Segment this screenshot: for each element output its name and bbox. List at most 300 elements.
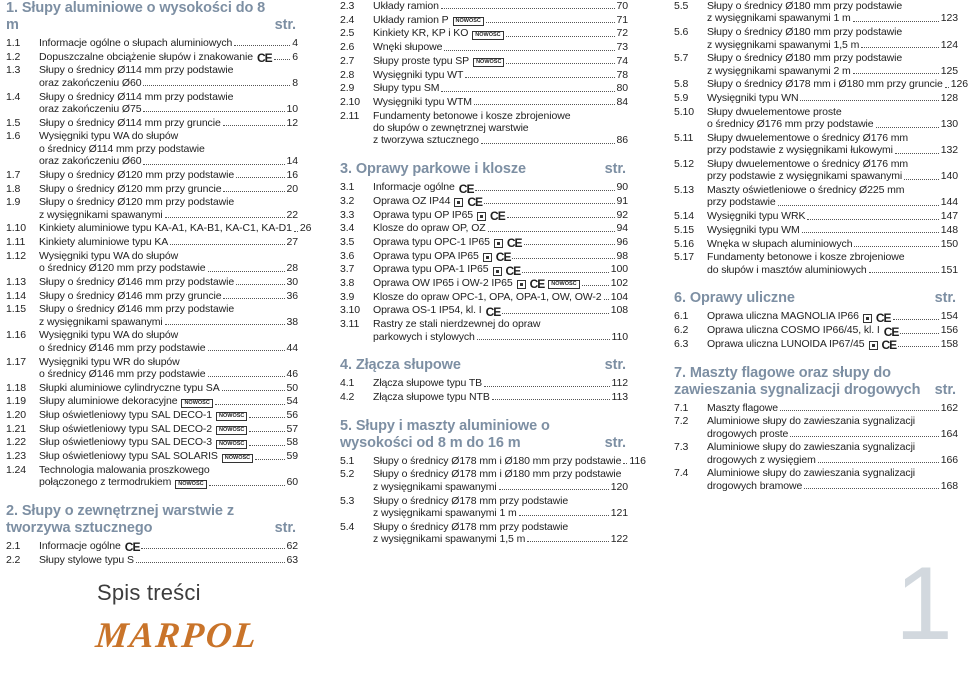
entry-line [39, 423, 298, 435]
entry-page[interactable]: 154 [940, 310, 958, 323]
entry-page[interactable]: 112 [611, 377, 628, 390]
toc-entry[interactable] [340, 222, 628, 234]
toc-entry[interactable] [6, 436, 298, 448]
entry-text: Informacje ogólne o słupach aluminiowych [39, 37, 233, 49]
section-heading [6, 503, 298, 537]
toc-entry[interactable] [6, 303, 298, 328]
entry-line [373, 122, 628, 134]
toc-entry[interactable] [6, 196, 298, 221]
entry-number: 1.11 [6, 236, 26, 249]
entry-body [373, 377, 628, 389]
entry-text: Słupy o średnicy Ø146 mm przy gruncie [39, 289, 222, 302]
entry-text: Wysięgniki typu WRK [707, 210, 806, 223]
entry-body [373, 495, 628, 520]
entry-line [707, 480, 958, 492]
entry-text: Aluminiowe słupy do zawieszania sygnalizacji [707, 441, 916, 454]
ce-mark-icon: CE [467, 195, 483, 210]
toc-entry[interactable] [340, 96, 628, 108]
leader-dots [780, 410, 939, 411]
toc-entry[interactable] [674, 324, 958, 339]
entry-page[interactable]: 158 [940, 337, 958, 350]
marpol-logo: MARPOL [93, 615, 261, 655]
entry-line [373, 14, 628, 26]
entry-page[interactable]: 59 [286, 450, 298, 463]
entry-number: 5.6 [674, 26, 689, 39]
leader-dots [141, 548, 284, 549]
entry-number: 2.5 [340, 27, 355, 40]
entry-page[interactable]: 150 [940, 237, 958, 250]
entry-body [373, 291, 628, 303]
section-number: 2. [6, 502, 18, 519]
section-title [674, 290, 935, 307]
entry-page[interactable]: 27 [286, 236, 298, 249]
toc-entry[interactable] [6, 329, 298, 354]
entry-body [39, 196, 298, 221]
entry-line [39, 117, 298, 129]
entry-page[interactable]: 57 [286, 422, 298, 435]
entry-body [707, 467, 958, 492]
entry-body [373, 14, 628, 26]
toc-entry[interactable] [674, 415, 958, 440]
ce-mark-icon: CE [883, 324, 899, 339]
toc-entry[interactable] [340, 27, 628, 39]
entry-text: Słupy dwuelementowe o średnicy Ø176 mm [707, 131, 909, 144]
leader-dots [807, 219, 938, 220]
toc-entry[interactable] [6, 423, 298, 435]
toc-entry[interactable] [674, 337, 958, 353]
toc-entry[interactable] [340, 82, 628, 94]
toc-entry[interactable] [340, 468, 628, 493]
entry-page[interactable]: 44 [286, 341, 298, 354]
toc-entry[interactable] [674, 132, 958, 157]
entry-body [707, 158, 958, 183]
str-label: str. [934, 381, 956, 398]
entry-number: 5.12 [674, 157, 695, 170]
entry-text: z wysięgnikami spawanymi 1,5 m [707, 38, 860, 51]
toc-entry[interactable] [674, 310, 958, 325]
entry-text: połączonego z termodrukiem [39, 476, 172, 489]
entry-text: o średnicy Ø146 mm przy podstawie [39, 367, 206, 380]
entry-text: Słupy o średnicy Ø180 mm przy podstawie [707, 52, 903, 65]
entry-page[interactable]: 166 [940, 453, 958, 466]
entry-number: 1.17 [6, 355, 27, 368]
entry-line [707, 210, 958, 222]
entry-page[interactable]: 22 [286, 208, 298, 221]
entry-body [39, 539, 298, 555]
entry-page[interactable]: 60 [286, 476, 298, 489]
toc-entry[interactable] [6, 356, 298, 381]
entry-text: przy podstawie [707, 196, 776, 209]
leader-dots [582, 285, 609, 286]
entry-number: 1.16 [6, 329, 27, 342]
toc-entry[interactable] [340, 277, 628, 292]
entry-page[interactable]: 102 [610, 277, 628, 290]
entry-body [373, 41, 628, 53]
entry-text: Oprawa typu OP IP65 [373, 208, 474, 221]
entry-page[interactable]: 71 [616, 13, 628, 26]
leader-dots [854, 246, 938, 247]
entry-text: Klosze do opraw OPC-1, OPA, OPA-1, OW, OW-2 [373, 290, 602, 303]
entry-page[interactable]: 132 [940, 144, 958, 157]
entry-number: 3.6 [340, 249, 355, 262]
entry-page[interactable]: 38 [286, 315, 298, 328]
section-heading [6, 0, 298, 34]
entry-line [373, 291, 628, 303]
entry-number: 3.5 [340, 235, 355, 248]
entry-page[interactable]: 84 [616, 95, 628, 108]
toc-entry[interactable] [340, 391, 628, 403]
entry-text: Słupy o średnicy Ø120 mm przy gruncie [39, 182, 222, 195]
entry-line [39, 196, 298, 208]
toc-entry[interactable] [6, 117, 298, 129]
toc-entry[interactable] [340, 209, 628, 221]
entry-line [373, 209, 628, 221]
toc-entry[interactable] [6, 450, 298, 462]
entry-text: Rastry ze stali nierdzewnej do opraw [373, 318, 541, 331]
entry-page[interactable]: 63 [286, 553, 298, 566]
entry-page[interactable]: 50 [286, 381, 298, 394]
entry-page[interactable]: 16 [286, 168, 298, 181]
entry-number: 2.9 [340, 82, 355, 95]
toc-entry[interactable] [674, 52, 958, 77]
entry-text: Informacje ogólne [373, 181, 455, 194]
entry-page[interactable]: 122 [610, 533, 628, 546]
entry-page[interactable]: 116 [629, 454, 646, 467]
entry-text: z tworzywa sztucznego [373, 134, 479, 147]
entry-page[interactable]: 90 [616, 181, 628, 194]
ip-rating-icon [494, 239, 503, 248]
toc-entry[interactable] [674, 78, 968, 91]
entry-text: Słupy o średnicy Ø120 mm przy podstawie [39, 196, 235, 209]
entry-page[interactable]: 162 [940, 401, 958, 414]
toc-entry[interactable] [340, 14, 628, 26]
toc-entry[interactable] [674, 224, 958, 236]
entry-number: 1.24 [6, 463, 27, 476]
entry-page[interactable]: 28 [286, 262, 298, 275]
toc-entry[interactable] [6, 64, 298, 89]
entry-page[interactable]: 168 [940, 479, 958, 492]
entry-text: do słupów i masztów aluminiowych [707, 263, 867, 276]
entry-line [373, 331, 628, 343]
entry-page[interactable]: 10 [286, 102, 298, 115]
entry-page[interactable]: 80 [616, 82, 628, 95]
toc-entry[interactable] [6, 290, 298, 302]
leader-dots [488, 231, 615, 232]
toc-entry[interactable] [340, 235, 628, 251]
entry-number: 3.8 [340, 277, 355, 290]
entry-body [373, 468, 628, 493]
entry-page[interactable]: 108 [610, 304, 628, 317]
entry-page[interactable]: 100 [610, 263, 628, 276]
entry-line [39, 77, 298, 89]
leader-dots [853, 73, 939, 74]
toc-entry[interactable] [340, 304, 628, 319]
leader-dots [507, 217, 615, 218]
toc-entry[interactable] [674, 184, 958, 209]
entry-page[interactable]: 56 [286, 409, 298, 422]
entry-page[interactable]: 110 [611, 330, 628, 343]
entry-page[interactable]: 72 [616, 27, 628, 40]
toc-entry[interactable] [340, 263, 628, 278]
toc-entry[interactable] [340, 69, 628, 81]
toc-entry[interactable] [340, 377, 628, 389]
entry-line [707, 65, 958, 77]
entry-page[interactable]: 92 [616, 208, 628, 221]
entry-line [373, 249, 628, 265]
toc-entry[interactable] [6, 130, 298, 167]
entry-number: 1.6 [6, 130, 21, 143]
entry-line [39, 464, 298, 476]
entry-page[interactable]: 54 [286, 395, 298, 408]
toc-entry[interactable] [6, 409, 298, 421]
toc-entry[interactable] [340, 110, 628, 147]
new-badge: NOWOŚĆ [175, 480, 206, 489]
toc-entry[interactable] [340, 495, 628, 520]
ip-rating-icon [483, 253, 492, 262]
entry-body [39, 117, 298, 129]
entry-page[interactable]: 96 [616, 235, 628, 248]
toc-entry[interactable] [340, 318, 628, 343]
toc-entry[interactable] [6, 37, 298, 49]
entry-text: oraz zakończeniu Ø60 [39, 76, 142, 89]
section-title [6, 503, 275, 537]
toc-entry[interactable] [340, 41, 628, 53]
entry-line [707, 196, 958, 208]
toc-entry[interactable] [340, 521, 628, 546]
entry-body [373, 110, 628, 147]
entry-page[interactable]: 91 [616, 194, 628, 207]
toc-entry[interactable] [6, 464, 298, 489]
entry-page[interactable]: 98 [616, 249, 628, 262]
toc-entry[interactable] [6, 222, 312, 235]
entry-body [39, 409, 298, 421]
entry-line [39, 250, 298, 262]
entry-line [373, 468, 628, 480]
toc-entry[interactable] [674, 251, 958, 276]
entry-page[interactable]: 86 [616, 134, 628, 147]
leader-dots [524, 244, 615, 245]
entry-page[interactable]: 73 [616, 41, 628, 54]
entry-page[interactable]: 124 [940, 38, 958, 51]
entry-line [39, 329, 298, 341]
entry-line [39, 436, 298, 448]
leader-dots [249, 431, 284, 432]
entry-page[interactable]: 4 [292, 37, 298, 49]
entry-page[interactable]: 113 [611, 390, 628, 403]
entry-text: o średnicy Ø114 mm przy podstawie [39, 142, 205, 155]
entry-page[interactable]: 104 [610, 290, 628, 303]
toc-entry[interactable] [6, 169, 298, 181]
entry-text: Słupy o średnicy Ø114 mm przy gruncie [39, 116, 221, 129]
toc-entry[interactable] [340, 194, 628, 210]
entry-page[interactable]: 125 [940, 64, 958, 77]
entry-text: oraz zakończeniu Ø75 [39, 102, 142, 115]
entry-line [707, 39, 958, 51]
toc-entry[interactable] [6, 539, 298, 555]
entry-page[interactable]: 94 [616, 222, 628, 235]
toc-entry[interactable] [340, 181, 628, 196]
entry-page[interactable]: 36 [286, 289, 298, 302]
entry-line [707, 106, 958, 118]
entry-number: 5.5 [674, 0, 689, 12]
entry-page[interactable]: 14 [286, 155, 298, 168]
leader-dots [475, 190, 614, 191]
entry-page[interactable]: 121 [610, 506, 628, 519]
entry-page[interactable]: 12 [286, 116, 298, 129]
entry-text: Słupy o średnicy Ø180 mm przy podstawie [707, 26, 903, 39]
entry-number: 5.1 [340, 454, 355, 467]
section-heading [340, 418, 628, 452]
str-label: str. [604, 357, 626, 374]
leader-dots [800, 100, 938, 101]
toc-entry[interactable] [340, 454, 646, 467]
entry-page[interactable]: 130 [940, 118, 958, 131]
toc-entry[interactable] [674, 26, 958, 51]
leader-dots [441, 8, 615, 9]
toc-entry[interactable] [340, 249, 628, 265]
entry-page[interactable]: 140 [940, 170, 958, 183]
leader-dots [623, 463, 627, 464]
entry-number: 2.2 [6, 553, 21, 566]
entry-number: 1.4 [6, 90, 21, 103]
entry-line [39, 539, 298, 555]
entry-text: Wysięgniki typu WM [707, 223, 800, 236]
entry-body [39, 450, 298, 462]
entry-number: 1.14 [6, 289, 27, 302]
section-title-text: Złącza słupowe [355, 357, 461, 374]
section-number: 3. [340, 161, 352, 178]
entry-body [39, 464, 298, 489]
entry-number: 1.18 [6, 381, 27, 394]
entry-page[interactable]: 156 [940, 324, 958, 337]
section-number: 7. [674, 364, 686, 381]
entry-page[interactable]: 58 [286, 436, 298, 449]
toc-entry[interactable] [6, 554, 298, 566]
entry-text: Słup oświetleniowy typu SAL DECO-2 [39, 422, 213, 435]
entry-text: z wysięgnikami spawanymi 1,5 m [373, 533, 526, 546]
entry-number: 2.6 [340, 41, 355, 54]
entry-line [707, 184, 958, 196]
toc-entry[interactable] [6, 250, 298, 275]
toc-entry[interactable] [674, 158, 958, 183]
entry-body [39, 290, 298, 302]
entry-page[interactable]: 151 [940, 263, 958, 276]
toc-entry[interactable] [674, 402, 958, 414]
toc-entry[interactable] [6, 50, 298, 66]
ce-mark-icon: CE [505, 263, 521, 278]
toc-entry[interactable] [674, 238, 958, 250]
entry-page[interactable]: 20 [286, 182, 298, 195]
entry-page[interactable]: 78 [616, 68, 628, 81]
entry-line [373, 391, 628, 403]
leader-dots [170, 244, 284, 245]
toc-entry[interactable] [6, 91, 298, 116]
entry-page[interactable]: 147 [940, 210, 958, 223]
toc-entry[interactable] [674, 467, 958, 492]
leader-dots [143, 111, 284, 112]
leader-dots [255, 459, 284, 460]
leader-dots [236, 284, 284, 285]
entry-line [707, 52, 958, 64]
new-badge: NOWOŚĆ [216, 440, 247, 449]
entry-number: 1.10 [6, 222, 27, 235]
toc-entry[interactable] [340, 0, 628, 12]
column-1 [6, 0, 312, 567]
entry-text: Informacje ogólne [39, 539, 121, 552]
entry-text: Słupy o średnicy Ø146 mm przy podstawie [39, 275, 235, 288]
section-number: 6. [674, 290, 686, 307]
entry-text: Słupy dwuelementowe proste [707, 105, 842, 118]
toc-entry[interactable] [6, 276, 298, 288]
entry-body [39, 236, 298, 248]
entry-page[interactable]: 6 [292, 50, 298, 63]
entry-page[interactable]: 30 [286, 275, 298, 288]
entry-body [39, 91, 298, 116]
entry-number: 1.15 [6, 303, 27, 316]
leader-dots [223, 125, 285, 126]
entry-number: 7.4 [674, 467, 689, 480]
entry-line [39, 143, 298, 155]
entry-line [39, 64, 298, 76]
toc-entry[interactable] [6, 183, 298, 195]
toc-entry[interactable] [674, 441, 958, 466]
toc-entry[interactable] [340, 55, 628, 67]
entry-text: Słupy o średnicy Ø178 mm i Ø180 mm przy podstawie [373, 468, 622, 481]
entry-page[interactable]: 70 [616, 0, 628, 12]
leader-dots [804, 488, 939, 489]
entry-page[interactable]: 126 [950, 78, 968, 91]
section-title [340, 161, 605, 178]
entry-line [39, 554, 298, 566]
entry-text: Słupy o średnicy Ø178 mm przy podstawie [373, 494, 569, 507]
entry-page[interactable]: 62 [286, 539, 298, 552]
toc-entry[interactable] [674, 0, 958, 25]
str-label: str. [274, 519, 296, 536]
toc-entry[interactable] [674, 106, 958, 131]
toc-entry[interactable] [6, 382, 298, 394]
entry-page[interactable]: 128 [940, 92, 958, 105]
entry-page[interactable]: 123 [940, 12, 958, 25]
toc-entry[interactable] [340, 291, 628, 303]
entry-line [373, 194, 628, 210]
leader-dots [223, 298, 284, 299]
entry-page[interactable]: 46 [286, 367, 298, 380]
entry-line [373, 263, 628, 278]
entry-text: Klosze do opraw OP, OZ [373, 222, 486, 235]
leader-dots [895, 153, 939, 154]
entry-page[interactable]: 148 [940, 223, 958, 236]
entry-page[interactable]: 74 [616, 54, 628, 67]
leader-dots [492, 399, 610, 400]
toc-entry[interactable] [6, 395, 298, 407]
entry-body [373, 277, 628, 292]
leader-dots [294, 231, 298, 232]
entry-page[interactable]: 120 [610, 480, 628, 493]
entry-text: Fundamenty betonowe i kosze zbrojeniowe [373, 109, 571, 122]
entry-number: 1.7 [6, 168, 21, 181]
toc-entry[interactable] [6, 236, 298, 248]
str-label: str. [604, 161, 626, 178]
toc-entry[interactable] [674, 210, 958, 222]
leader-dots [136, 562, 285, 563]
entry-page[interactable]: 164 [940, 427, 958, 440]
entry-page[interactable]: 26 [299, 222, 312, 235]
entry-number: 1.1 [6, 37, 21, 49]
entry-line [707, 26, 958, 38]
entry-page[interactable]: 144 [940, 196, 958, 209]
entry-page[interactable]: 8 [292, 76, 298, 89]
toc-entry[interactable] [674, 92, 958, 104]
